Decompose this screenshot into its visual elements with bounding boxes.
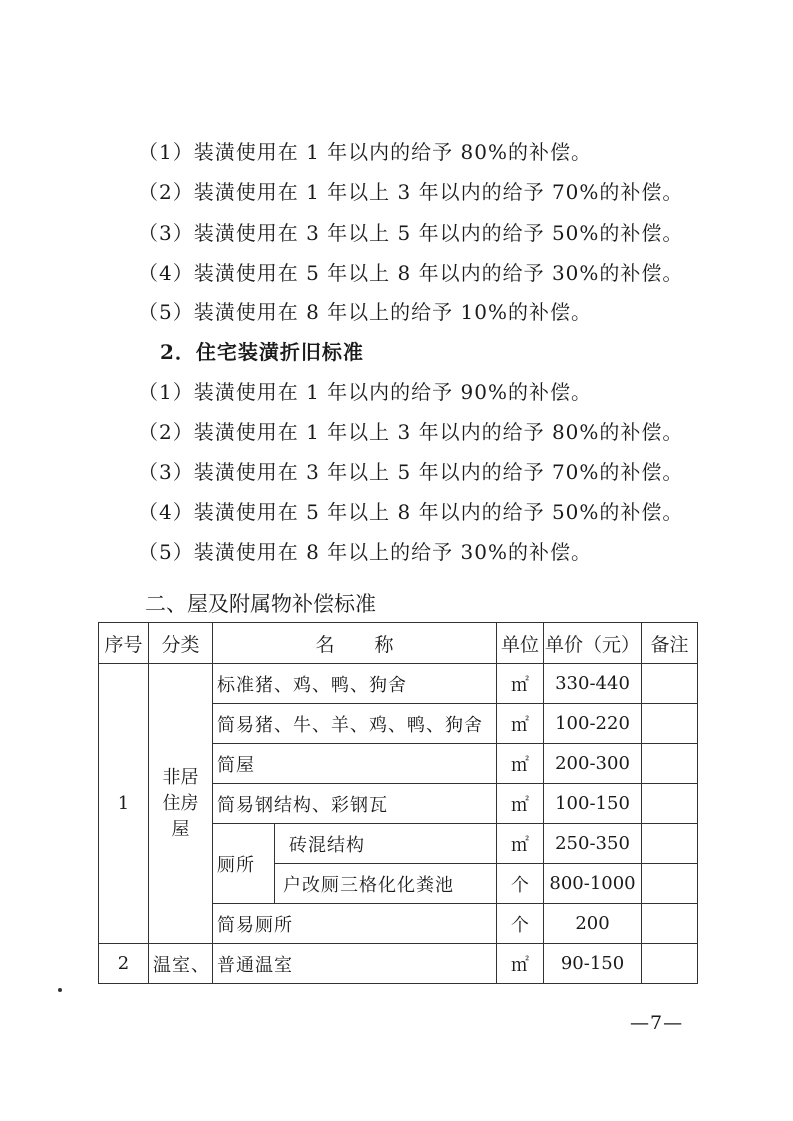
row-note bbox=[642, 904, 698, 944]
row-price: 800-1000 bbox=[544, 864, 642, 904]
row-name: 标准猪、鸡、鸭、狗舍 bbox=[213, 664, 497, 704]
row-price: 200 bbox=[544, 904, 642, 944]
group1-category: 非居住房屋 bbox=[149, 664, 213, 944]
depreciation-item-3: （3）装潢使用在 3 年以上 5 年以内的给予 50%的补偿。 bbox=[138, 221, 684, 245]
table-row bbox=[99, 664, 698, 704]
header-price: 单价（元） bbox=[544, 623, 642, 664]
toilet-label: 厕所 bbox=[213, 824, 275, 904]
depreciation-item-1: （1）装潢使用在 1 年以内的给予 80%的补偿。 bbox=[138, 140, 592, 164]
page-number: —7— bbox=[630, 1012, 684, 1034]
group1-seq: 1 bbox=[99, 664, 149, 944]
row-note bbox=[642, 744, 698, 784]
residential-item-4: （4）装潢使用在 5 年以上 8 年以内的给予 50%的补偿。 bbox=[138, 500, 684, 524]
row-name: 户改厕三格化化粪池 bbox=[275, 864, 497, 904]
row-price: 90-150 bbox=[544, 944, 642, 984]
row-price: 250-350 bbox=[544, 824, 642, 864]
row-unit: ㎡ bbox=[497, 944, 544, 984]
row-name: 普通温室 bbox=[213, 944, 497, 984]
row-name: 简易猪、牛、羊、鸡、鸭、狗舍 bbox=[213, 704, 497, 744]
row-note bbox=[642, 864, 698, 904]
row-unit: 个 bbox=[497, 904, 544, 944]
header-note: 备注 bbox=[642, 623, 698, 664]
section-heading-residential: 2．住宅装潢折旧标准 bbox=[160, 340, 364, 364]
row-price: 100-220 bbox=[544, 704, 642, 744]
residential-item-5: （5）装潢使用在 8 年以上的给予 30%的补偿。 bbox=[138, 540, 592, 564]
row-price: 200-300 bbox=[544, 744, 642, 784]
row-note bbox=[642, 824, 698, 864]
header-name: 名称 bbox=[213, 623, 497, 664]
depreciation-item-5: （5）装潢使用在 8 年以上的给予 10%的补偿。 bbox=[138, 300, 592, 324]
row-name: 砖混结构 bbox=[275, 824, 497, 864]
residential-item-3: （3）装潢使用在 3 年以上 5 年以内的给予 70%的补偿。 bbox=[138, 460, 684, 484]
compensation-table bbox=[98, 622, 698, 984]
header-category: 分类 bbox=[149, 623, 213, 664]
row-unit: ㎡ bbox=[497, 664, 544, 704]
table-header-row bbox=[99, 623, 698, 664]
row-note bbox=[642, 944, 698, 984]
row-note bbox=[642, 664, 698, 704]
row-price: 100-150 bbox=[544, 784, 642, 824]
row-name: 简屋 bbox=[213, 744, 497, 784]
group2-seq: 2 bbox=[99, 944, 149, 984]
row-note bbox=[642, 784, 698, 824]
row-note bbox=[642, 704, 698, 744]
row-unit: 个 bbox=[497, 864, 544, 904]
depreciation-item-2: （2）装潢使用在 1 年以上 3 年以内的给予 70%的补偿。 bbox=[138, 180, 684, 204]
residential-item-1: （1）装潢使用在 1 年以内的给予 90%的补偿。 bbox=[138, 380, 592, 404]
header-unit: 单位 bbox=[497, 623, 544, 664]
table-row bbox=[99, 944, 698, 984]
row-unit: ㎡ bbox=[497, 784, 544, 824]
row-name: 简易厕所 bbox=[213, 904, 497, 944]
row-unit: ㎡ bbox=[497, 744, 544, 784]
header-seq: 序号 bbox=[99, 623, 149, 664]
row-name: 简易钢结构、彩钢瓦 bbox=[213, 784, 497, 824]
row-price: 330-440 bbox=[544, 664, 642, 704]
scan-speck bbox=[58, 988, 62, 992]
row-unit: ㎡ bbox=[497, 824, 544, 864]
group2-category: 温室、 bbox=[149, 944, 213, 984]
depreciation-item-4: （4）装潢使用在 5 年以上 8 年以内的给予 30%的补偿。 bbox=[138, 261, 684, 285]
row-unit: ㎡ bbox=[497, 704, 544, 744]
section-heading-main: 二、屋及附属物补偿标准 bbox=[145, 592, 376, 616]
residential-item-2: （2）装潢使用在 1 年以上 3 年以内的给予 80%的补偿。 bbox=[138, 420, 684, 444]
